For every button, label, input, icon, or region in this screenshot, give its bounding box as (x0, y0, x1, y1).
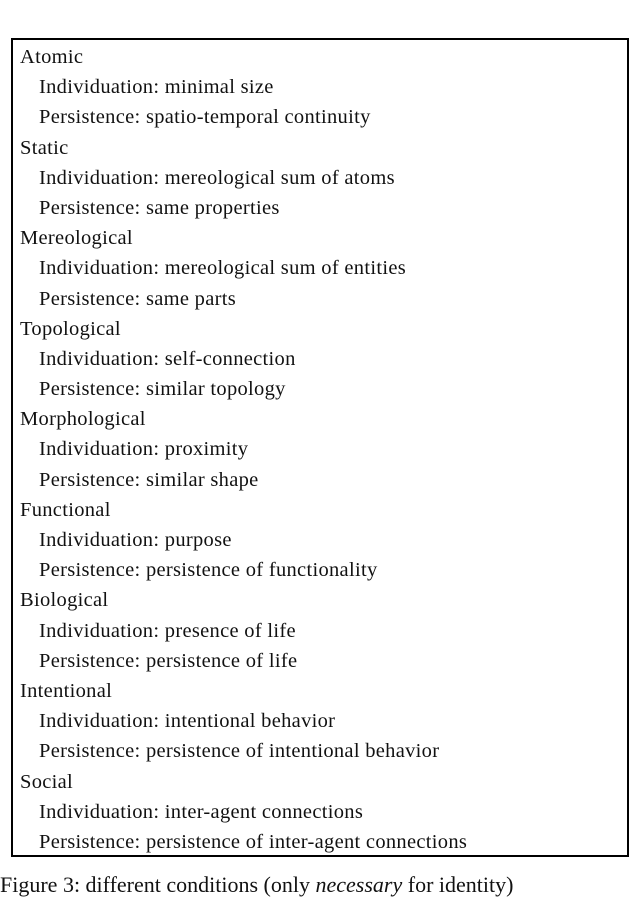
persistence-line: Persistence: persistence of inter-agent connections (39, 830, 468, 853)
individuation-line: Individuation: purpose (39, 529, 232, 551)
persistence-line: Persistence: similar topology (39, 378, 286, 401)
category-heading: Mereological (20, 227, 133, 250)
persistence-line: Persistence: persistence of intentional behavior (39, 740, 440, 763)
persistence-line: Persistence: persistence of life (39, 649, 298, 672)
category-heading: Biological (20, 589, 109, 612)
persistence-line: Persistence: similar shape (39, 468, 259, 491)
individuation-line: Individuation: intentional behavior (39, 710, 336, 733)
individuation-line: Individuation: mereological sum of entities (39, 257, 407, 280)
figure-box (11, 38, 629, 857)
category-heading: Atomic (20, 46, 84, 68)
category-heading: Functional (20, 498, 111, 521)
persistence-line: Persistence: same parts (39, 287, 237, 310)
persistence-line: Persistence: same properties (39, 196, 280, 219)
persistence-line: Persistence: spatio-temporal continuity (39, 106, 371, 129)
persistence-line: Persistence: persistence of functionality (39, 559, 378, 582)
caption-text: Figure 3: different conditions (only (0, 872, 316, 897)
individuation-line: Individuation: minimal size (39, 76, 274, 99)
individuation-line: Individuation: mereological sum of atoms (39, 166, 395, 189)
category-heading: Topological (20, 317, 121, 340)
condition-list (20, 42, 467, 857)
category-heading: Morphological (20, 408, 146, 431)
individuation-line: Individuation: presence of life (39, 619, 296, 642)
caption-suffix: for identity) (402, 872, 514, 897)
category-heading: Intentional (20, 679, 113, 702)
figure-caption (0, 872, 513, 898)
individuation-line: Individuation: self-connection (39, 347, 296, 370)
category-heading: Social (20, 770, 74, 793)
category-heading: Static (20, 136, 69, 159)
individuation-line: Individuation: proximity (39, 438, 249, 461)
caption-emphasis: necessary (315, 872, 403, 897)
individuation-line: Individuation: inter-agent connections (39, 800, 364, 823)
